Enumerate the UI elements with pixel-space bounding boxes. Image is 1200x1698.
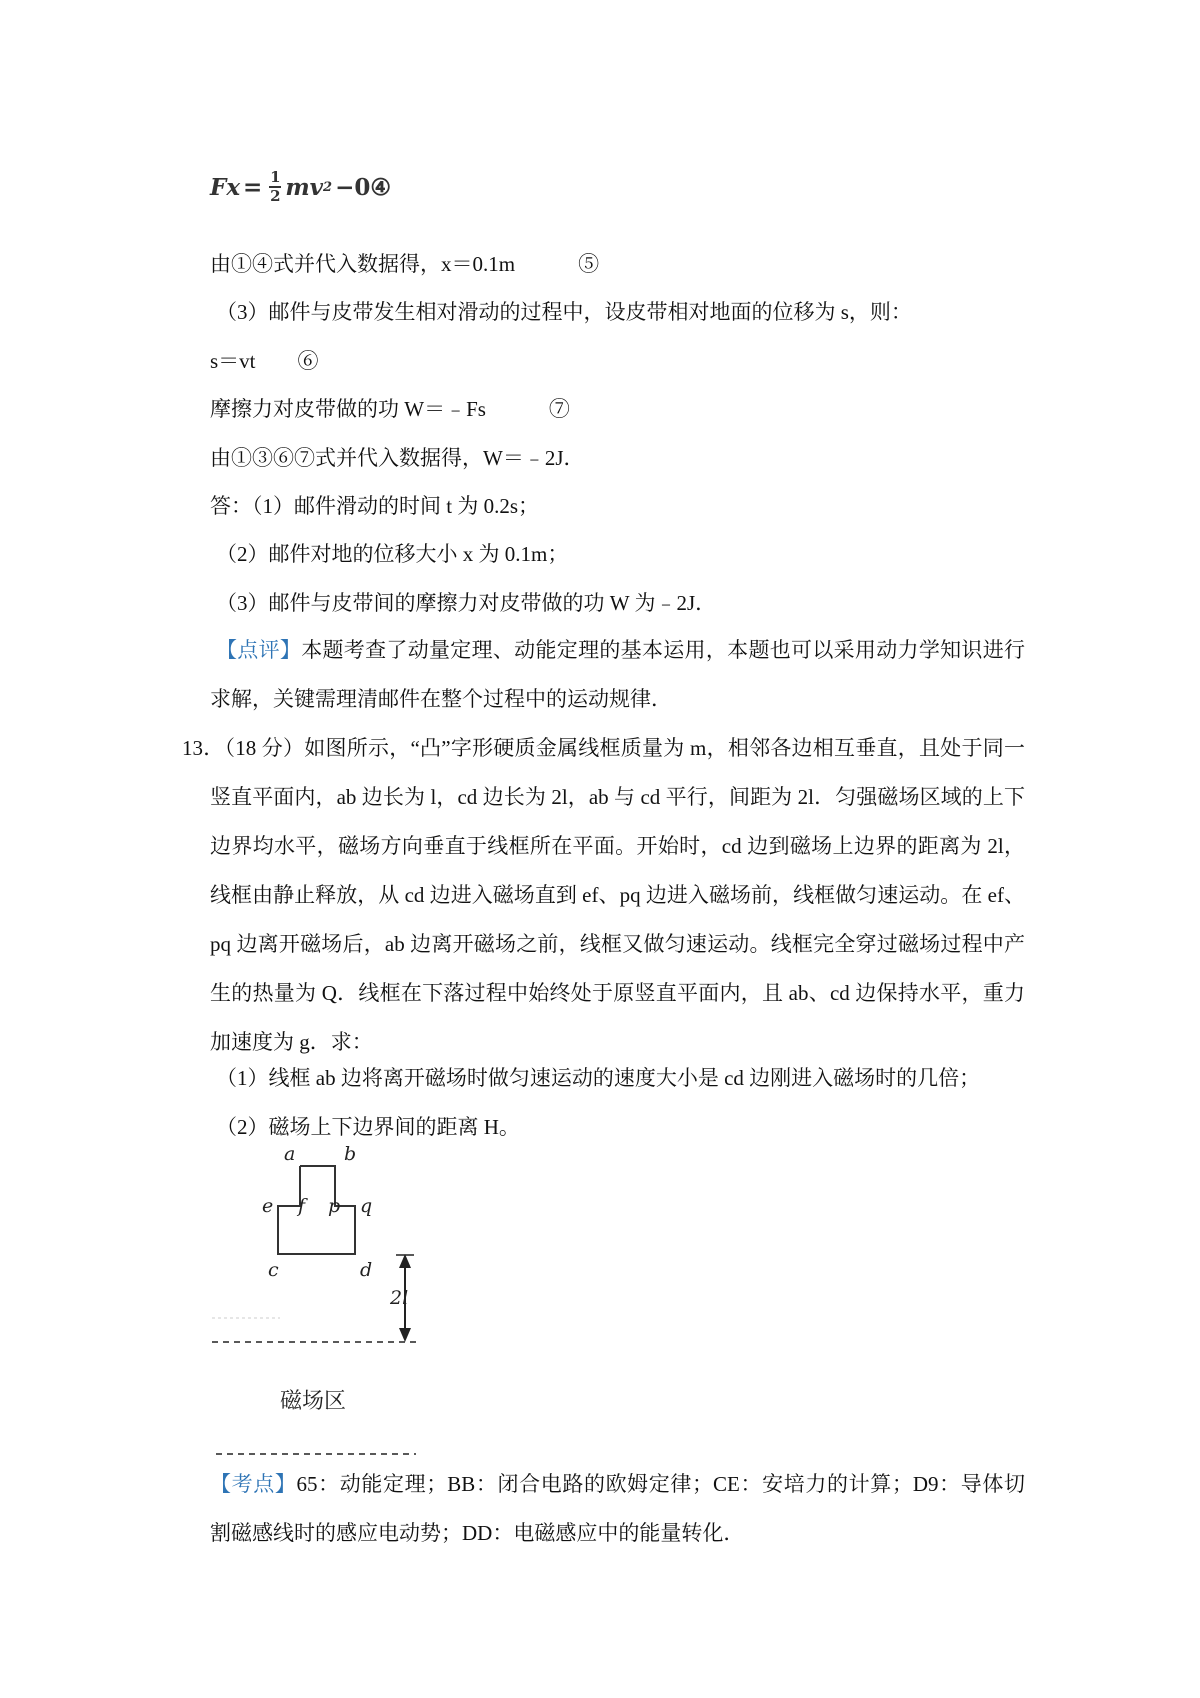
solution-line: s＝vt ⑥	[210, 349, 319, 373]
label-d: d	[360, 1259, 373, 1281]
problem-13	[182, 724, 1025, 1067]
label-p: p	[328, 1195, 341, 1217]
label-f: f	[298, 1195, 306, 1217]
distance-label: 2l	[390, 1287, 409, 1309]
problem-number: 13．	[182, 736, 225, 760]
question-2: （2）磁场上下边界间的距离 H。	[216, 1115, 520, 1139]
solution-line: 摩擦力对皮带做的功 W＝﹣Fs ⑦	[210, 397, 570, 421]
arrow-head-up	[399, 1254, 411, 1268]
fraction-denominator: 2	[270, 187, 281, 205]
arrow-head-down	[399, 1328, 411, 1342]
comment-paragraph	[210, 626, 1025, 724]
fraction-numerator: 1	[270, 168, 281, 186]
label-c: c	[268, 1259, 279, 1281]
magnetic-lower-boundary	[216, 1452, 416, 1456]
label-a: a	[284, 1143, 296, 1165]
solution-line: （3）邮件与皮带发生相对滑动的过程中，设皮带相对地面的位移为 s，则：	[216, 300, 912, 324]
wire-frame-outline	[278, 1166, 355, 1254]
solution-line: 由①④式并代入数据得，x＝0.1m ⑤	[210, 252, 600, 276]
formula-exponent: 2	[323, 179, 333, 195]
solution-line: 答：（1）邮件滑动的时间 t 为 0.2s；	[210, 494, 540, 518]
formula-fraction	[269, 170, 281, 204]
kaodian-paragraph	[210, 1460, 1025, 1558]
problem-text: （18 分）如图所示，“凸”字形硬质金属线框质量为 m，相邻各边相互垂直，且处于同一竖直平面内，ab 边长为 l，cd 边长为 2l，ab 与 cd 平行，间距为 2l．匀强磁场区域的上下边界均水平，磁场方向垂直于线框所在平面。开始时，cd 边到磁场上边界的距离为 2l，线框由静止释放，从 cd 边进入磁场直到 ef、pq 边进入磁场前，线框做匀速运动。在 ef、pq 边离开磁场后，ab 边离开磁场之前，线框又做匀速运动。线框完全穿过磁场过程中产生的热量为 Q．线框在下落过程中始终处于原竖直平面内，且 ab、cd 边保持水平，重力加速度为 g．求：	[210, 736, 1025, 1054]
comment-text: 本题考查了动量定理、动能定理的基本运用，本题也可以采用动力学知识进行求解，关键需理清邮件在整个过程中的运动规律．	[210, 638, 1026, 711]
formula-tail: −0④	[335, 173, 391, 201]
kaodian-text: 65：动能定理；BB：闭合电路的欧姆定律；CE：安培力的计算；D9：导体切割磁感线时的感应电动势；DD：电磁感应中的能量转化．	[210, 1472, 1025, 1545]
kaodian-tag: 【考点】	[210, 1472, 297, 1496]
solution-line: 由①③⑥⑦式并代入数据得，W＝﹣2J．	[210, 446, 585, 470]
question-1: （1）线框 ab 边将离开磁场时做匀速运动的速度大小是 cd 边刚进入磁场时的几倍；	[216, 1066, 981, 1090]
formula-eq: =	[243, 173, 263, 201]
solution-line: （2）邮件对地的位移大小 x 为 0.1m；	[216, 542, 569, 566]
magnetic-region-label: 磁场区	[280, 1389, 347, 1414]
wire-frame-figure	[200, 1140, 460, 1355]
label-e: e	[262, 1195, 274, 1217]
comment-tag: 【点评】	[216, 638, 302, 662]
formula-lhs: Fx	[210, 173, 241, 201]
label-b: b	[344, 1143, 357, 1165]
formula-term: mv	[285, 173, 324, 201]
solution-line: （3）邮件与皮带间的摩擦力对皮带做的功 W 为﹣2J．	[216, 591, 717, 615]
label-q: q	[360, 1195, 373, 1217]
formula-line	[210, 170, 391, 204]
